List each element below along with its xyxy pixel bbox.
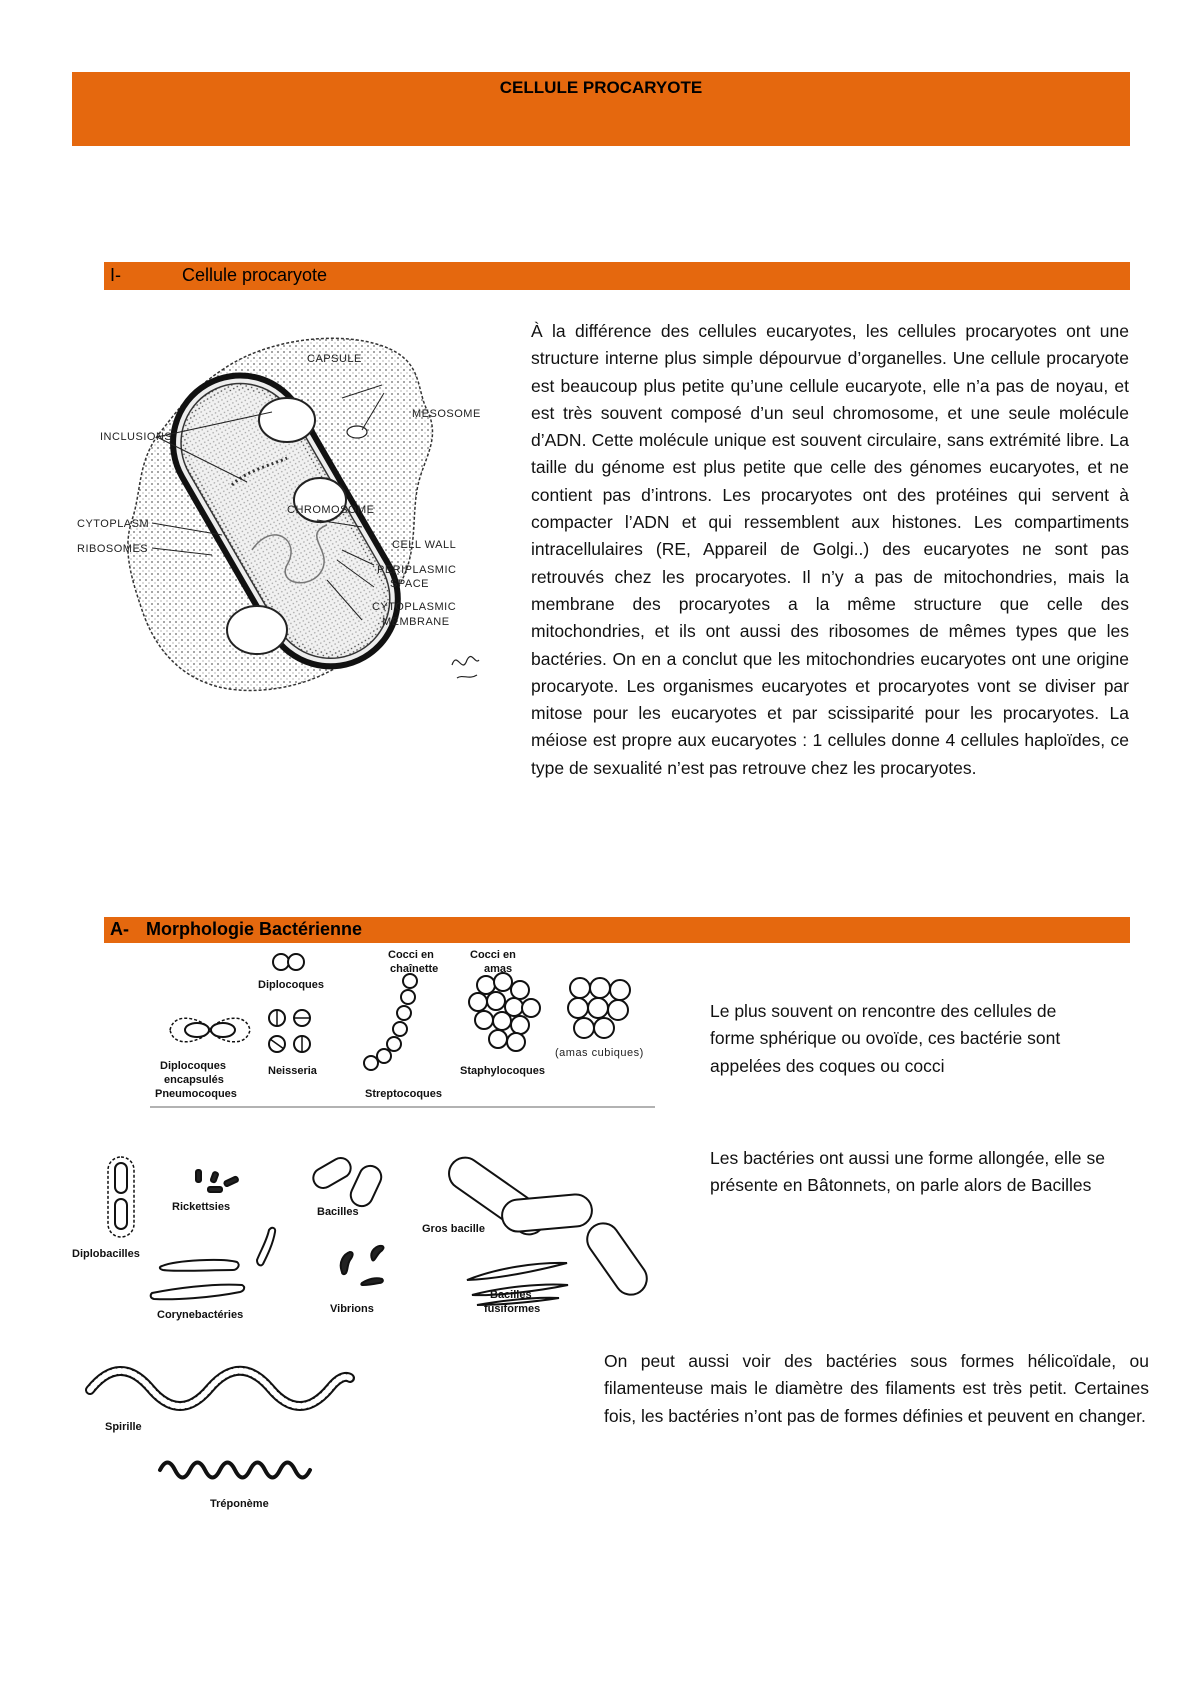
label-corynebacteries: Corynebactéries bbox=[157, 1309, 244, 1321]
section-a-header bbox=[104, 917, 1130, 943]
label-bacilles-fusiformes-1: Bacilles bbox=[490, 1289, 532, 1301]
label-cytoplasm: CYTOPLASM bbox=[77, 518, 150, 530]
prokaryote-cell-diagram bbox=[72, 320, 512, 720]
label-cocci-chainette-1: Cocci en bbox=[388, 949, 434, 961]
label-cell-wall: CELL WALL bbox=[392, 539, 457, 551]
inclusion-top bbox=[259, 398, 315, 442]
document-title: CELLULE PROCARYOTE bbox=[499, 78, 703, 97]
title-bar bbox=[72, 72, 1130, 146]
spiral-paragraph: On peut aussi voir des bactéries sous formes hélicoïdale, ou filamenteuse mais le diamètre des filaments est très petit. Certaines fois, les bactéries n’ont pas de formes définies et peuvent en changer. bbox=[604, 1351, 1149, 1426]
label-staphylocoques: Staphylocoques bbox=[460, 1065, 545, 1077]
section-a-number: A- bbox=[110, 919, 129, 939]
section-1-paragraph: À la différence des cellules eucaryotes, les cellules procaryotes ont une structure interne plus simple dépourvue d’organelles. Une cellule procaryote est beaucoup plus petite qu’une cellule eucaryote, elle n’a pas de noyau, et est très souvent composé d’un seul chromosome, et une seule molécule d’ADN. Cette molécule unique est souvent circulaire, sans extrémité libre. La taille du génome est plus petite que celle des génomes eucaryotes, et ne contient pas d’introns. Les procaryotes ont des protéines qui servent à compacter l’ADN et qui ressemblent aux histones. Les compartiments intracellulaires (RE, Appareil de Golgi..) des eucaryotes ne sont pas retrouvés chez les procaryotes. Il n’y a pas de mitochondries, mais la membrane des procaryotes a la même structure que celle des mitochondries, et ils ont aussi des ribosomes de mêmes types que les bactéries. On en a conclut que les mitochondries eucaryotes ont une origine procaryote. Les organismes eucaryotes et procaryotes vont se diviser par mitose pour les eucaryotes et par scissiparité pour les procaryotes. La méiose est propre aux eucaryotes : 1 cellules donne 4 cellules haploïdes, ce type de sexualité n’est pas retrouve chez les procaryotes. bbox=[531, 321, 1129, 778]
label-periplasmic: PERIPLASMIC bbox=[377, 564, 457, 576]
label-streptocoques: Streptocoques bbox=[365, 1088, 443, 1100]
label-membrane: MEMBRANE bbox=[382, 616, 450, 628]
label-capsule: CAPSULE bbox=[307, 353, 362, 365]
section-1-title: Cellule procaryote bbox=[182, 265, 328, 285]
label-vibrions: Vibrions bbox=[330, 1303, 374, 1315]
cocci-paragraph: Le plus souvent on rencontre des cellules de forme sphérique ou ovoïde, ces bactérie sont appelées des coques ou cocci bbox=[710, 1001, 1061, 1076]
label-mesosome: MESOSOME bbox=[412, 408, 481, 420]
artist-signature bbox=[452, 656, 479, 678]
section-1-number: I- bbox=[110, 265, 121, 285]
label-ribosomes: RIBOSOMES bbox=[77, 543, 149, 555]
label-diplobacilles: Diplobacilles bbox=[72, 1248, 140, 1260]
mesosome bbox=[347, 426, 367, 438]
label-treponeme: Tréponème bbox=[210, 1498, 269, 1510]
section-1-header bbox=[104, 262, 1130, 290]
cocci-figure bbox=[150, 945, 660, 1110]
bacilli-figure bbox=[72, 1135, 652, 1335]
label-space: SPACE bbox=[390, 578, 429, 590]
treponeme-shape bbox=[160, 1463, 310, 1478]
section-a-title: Morphologie Bactérienne bbox=[146, 919, 363, 939]
label-encapsules: encapsulés bbox=[164, 1074, 224, 1086]
label-gros-bacille: Gros bacille bbox=[422, 1223, 485, 1235]
label-neisseria: Neisseria bbox=[268, 1065, 317, 1077]
label-inclusions: INCLUSIONS bbox=[100, 431, 173, 443]
label-cytoplasmic: CYTOPLASMIC bbox=[372, 601, 457, 613]
label-bacilles: Bacilles bbox=[317, 1206, 359, 1218]
inclusion-bottom bbox=[227, 606, 287, 654]
label-pneumocoques: Pneumocoques bbox=[155, 1088, 237, 1100]
label-rickettsies: Rickettsies bbox=[172, 1201, 231, 1213]
label-bacilles-fusiformes-2: fusiformes bbox=[484, 1303, 541, 1315]
bacilli-paragraph: Les bactéries ont aussi une forme allongée, elle se présente en Bâtonnets, on parle alors de Bacilles bbox=[710, 1148, 1105, 1196]
label-cocci-amas-2: amas bbox=[484, 963, 513, 975]
spiral-figure bbox=[80, 1360, 360, 1520]
label-amas-cubiques: (amas cubiques) bbox=[555, 1047, 644, 1059]
label-diplocoques: Diplocoques bbox=[258, 979, 325, 991]
label-spirille: Spirille bbox=[105, 1421, 142, 1433]
label-diplocoques-encapsules: Diplocoques bbox=[160, 1060, 227, 1072]
label-chromosome: CHROMOSOME bbox=[287, 504, 375, 516]
label-cocci-chainette-2: chaînette bbox=[390, 963, 439, 975]
label-cocci-amas-1: Cocci en bbox=[470, 949, 516, 961]
